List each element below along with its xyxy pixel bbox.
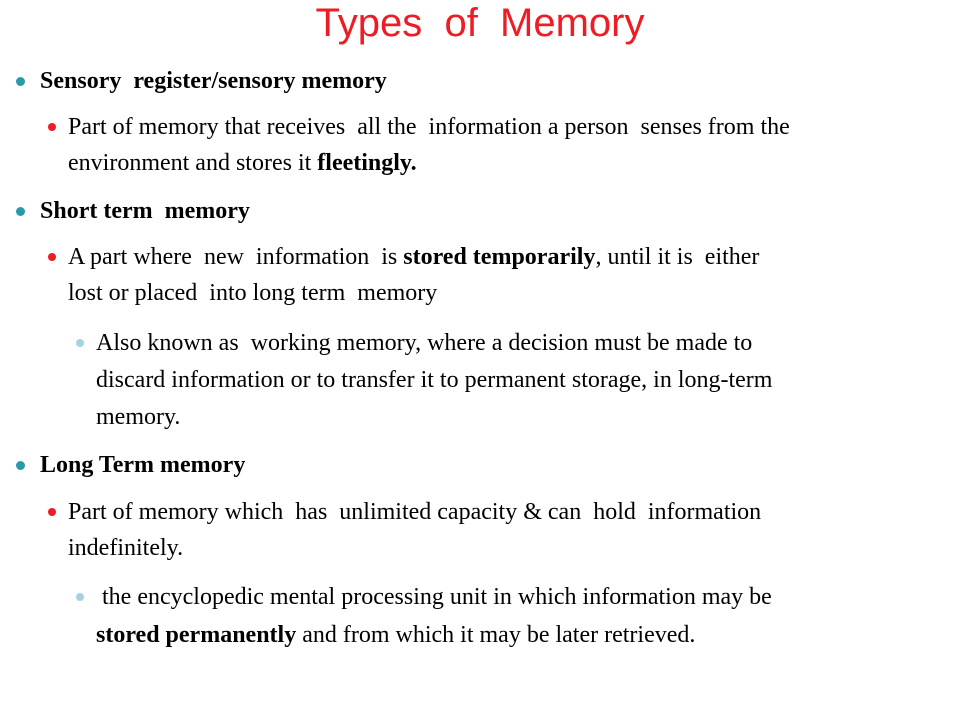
level1-bullet-icon	[16, 77, 25, 86]
level2-bullet-icon	[48, 508, 56, 516]
emphasis-stored-permanently: stored permanently	[96, 622, 297, 648]
subpoint-line-3: memory.	[96, 404, 181, 430]
point-line-1: Part of memory which has unlimited capacity & can hold information	[68, 499, 762, 525]
emphasis-fleetingly: fleetingly.	[317, 150, 417, 176]
subpoint-line-2-plain: and from which it may be later retrieved.	[296, 622, 696, 648]
heading-text: Short term memory	[40, 198, 250, 224]
level3-bullet-icon	[76, 593, 84, 601]
level1-bullet-icon	[16, 207, 25, 216]
level1-bullet-icon	[16, 461, 25, 470]
point-line-2: indefinitely.	[68, 535, 184, 561]
point-line-1	[68, 241, 759, 273]
point-line-2: lost or placed into long term memory	[68, 280, 438, 306]
subpoint-line-1: Also known as working memory, where a decision must be made to	[96, 330, 753, 356]
heading-text: Sensory register/sensory memory	[40, 68, 387, 94]
subpoint-line-2: discard information or to transfer it to permanent storage, in long-term	[96, 367, 773, 393]
point-line-1-plain-b: , until it is either	[595, 244, 760, 270]
subpoint-line-2	[96, 619, 695, 652]
point-line-1-plain-a: A part where new information is	[68, 244, 404, 270]
level2-bullet-icon	[48, 123, 56, 131]
point-line-2	[68, 147, 417, 179]
heading-text: Long Term memory	[40, 452, 246, 478]
point-line-1: Part of memory that receives all the information a person senses from the	[68, 114, 790, 140]
level2-bullet-icon	[48, 253, 56, 261]
point-line-2-plain: environment and stores it	[68, 150, 318, 176]
emphasis-stored-temporarily: stored temporarily	[403, 244, 596, 270]
level3-bullet-icon	[76, 339, 84, 347]
slide-title: Types of Memory	[315, 1, 645, 45]
subpoint-line-1: the encyclopedic mental processing unit in which information may be	[96, 584, 772, 610]
